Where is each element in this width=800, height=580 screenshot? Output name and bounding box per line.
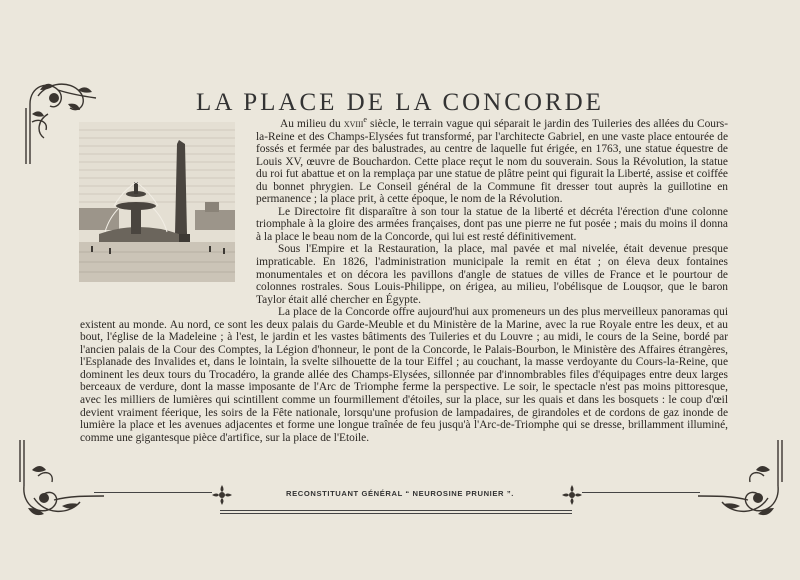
article-body: [80, 115, 728, 444]
corner-flourish-bottom-right-icon: [696, 436, 788, 522]
century-superscript: e: [363, 115, 367, 125]
paragraph-2: Le Directoire fit disparaître à son tour la statue de la liberté et décréta l'érection d'une colonne triomphale à la gloire des armées françaises, dont pas une pierre ne fut posée ; mais du moins il donna à la place le beau nom de la Concorde, qui lui est resté définitivement.: [256, 205, 728, 243]
footer-rule-bottom: [220, 510, 572, 511]
paragraph-3: Sous l'Empire et la Restauration, la place, mal pavée et mal nivelée, était devenue presque impraticable. En 1826, l'administration municipale la remit en état ; on éleva deux fontaines monumentales et on décora les pavillons d'angle de statues de villes de France et le pourtour de colonnes rostrales. Sous Louis-Philippe, on érigea, au milieu, l'obélisque de Louqsor, que le baron Taylor était allé chercher en Égypte.: [256, 243, 728, 306]
footer-rule-bottom-2: [220, 513, 572, 514]
page-title: LA PLACE DE LA CONCORDE: [196, 88, 604, 116]
footer-caption: RECONSTITUANT GÉNÉRAL “ NEUROSINE PRUNIER ”.: [286, 489, 514, 498]
paragraph-4: La place de la Concorde offre aujourd'hui aux promeneurs un des plus merveilleux panoramas qui existent au monde. Au nord, ce sont les deux palais du Garde-Meuble et du Ministère de la Marine, avec la rue Royale entre les deux, et au bout, l'église de la Madeleine ; à l'est, le jardin et les vastes bâtiments des Tuileries et du Louvre ; au midi, le cours de la Seine, bordé par l'ancien palais de la Cour des Comptes, la Légion d'honneur, le pont de la Concorde, le Palais-Bourbon, le Ministère des Affaires étrangères, l'Esplanade des Invalides et, dans le lointain, la svelte silhouette de la tour Eiffel ; au couchant, la masse verdoyante du Cours-la-Reine, que dominent les deux tours du Trocadéro, la grande allée des Champs-Elysées, sillonnée par d'innombrables files d'équipages entre deux larges berceaux de verdure, dont la masse imposante de l'Arc de Triomphe ferme la perspective. Le soir, le spectacle n'est pas moins pittoresque, avec les milliers de lumières qui scintillent comme un fourmillement d'étoiles, sur la place, sur les quais et dans les bosquets : le coup d'œil devient vraiment féerique, les soirs de la Fête nationale, lorsqu'une profusion de lampadaires, de girandoles et de cordons de gaz inonde de lumière la place et les avenues adjacentes et forme une longue traînée de feu jusqu'à l'Arc-de-Triomphe qui se dresse, brillamment illuminé, comme une gigantesque pièce d'artifice, sur la place de l'Etoile.: [80, 306, 728, 444]
paragraph-1-rest: siècle, le terrain vague qui séparait le jardin des Tuileries des allées du Cours-la-Reine et des Champs-Elysées fut transformé, par l'architecte Gabriel, en une vaste place entourée de fossés et fermée par des balustrades, au centre de laquelle fut érigée, en 1763, une statue équestre de Louis XV, œuvre de Bouchardon. Cette place reçut le nom du souverain. Sous la Révolution, la statue du roi fut abattue et on la remplaça par une statue de plâtre peint qui figurait la Liberté, assise et coiffée du bonnet phrygien. Le Conseil général de la Commune fit dresser tout auprès la guillotine en permanence ; la place prit, à cette époque, le nom de la Révolution.: [256, 118, 728, 206]
century-numeral: xviii: [343, 118, 364, 130]
illustration-spacer: [80, 118, 256, 308]
corner-flourish-bottom-left-icon: [14, 436, 106, 522]
paragraph-1-start: Au milieu du: [280, 118, 344, 130]
